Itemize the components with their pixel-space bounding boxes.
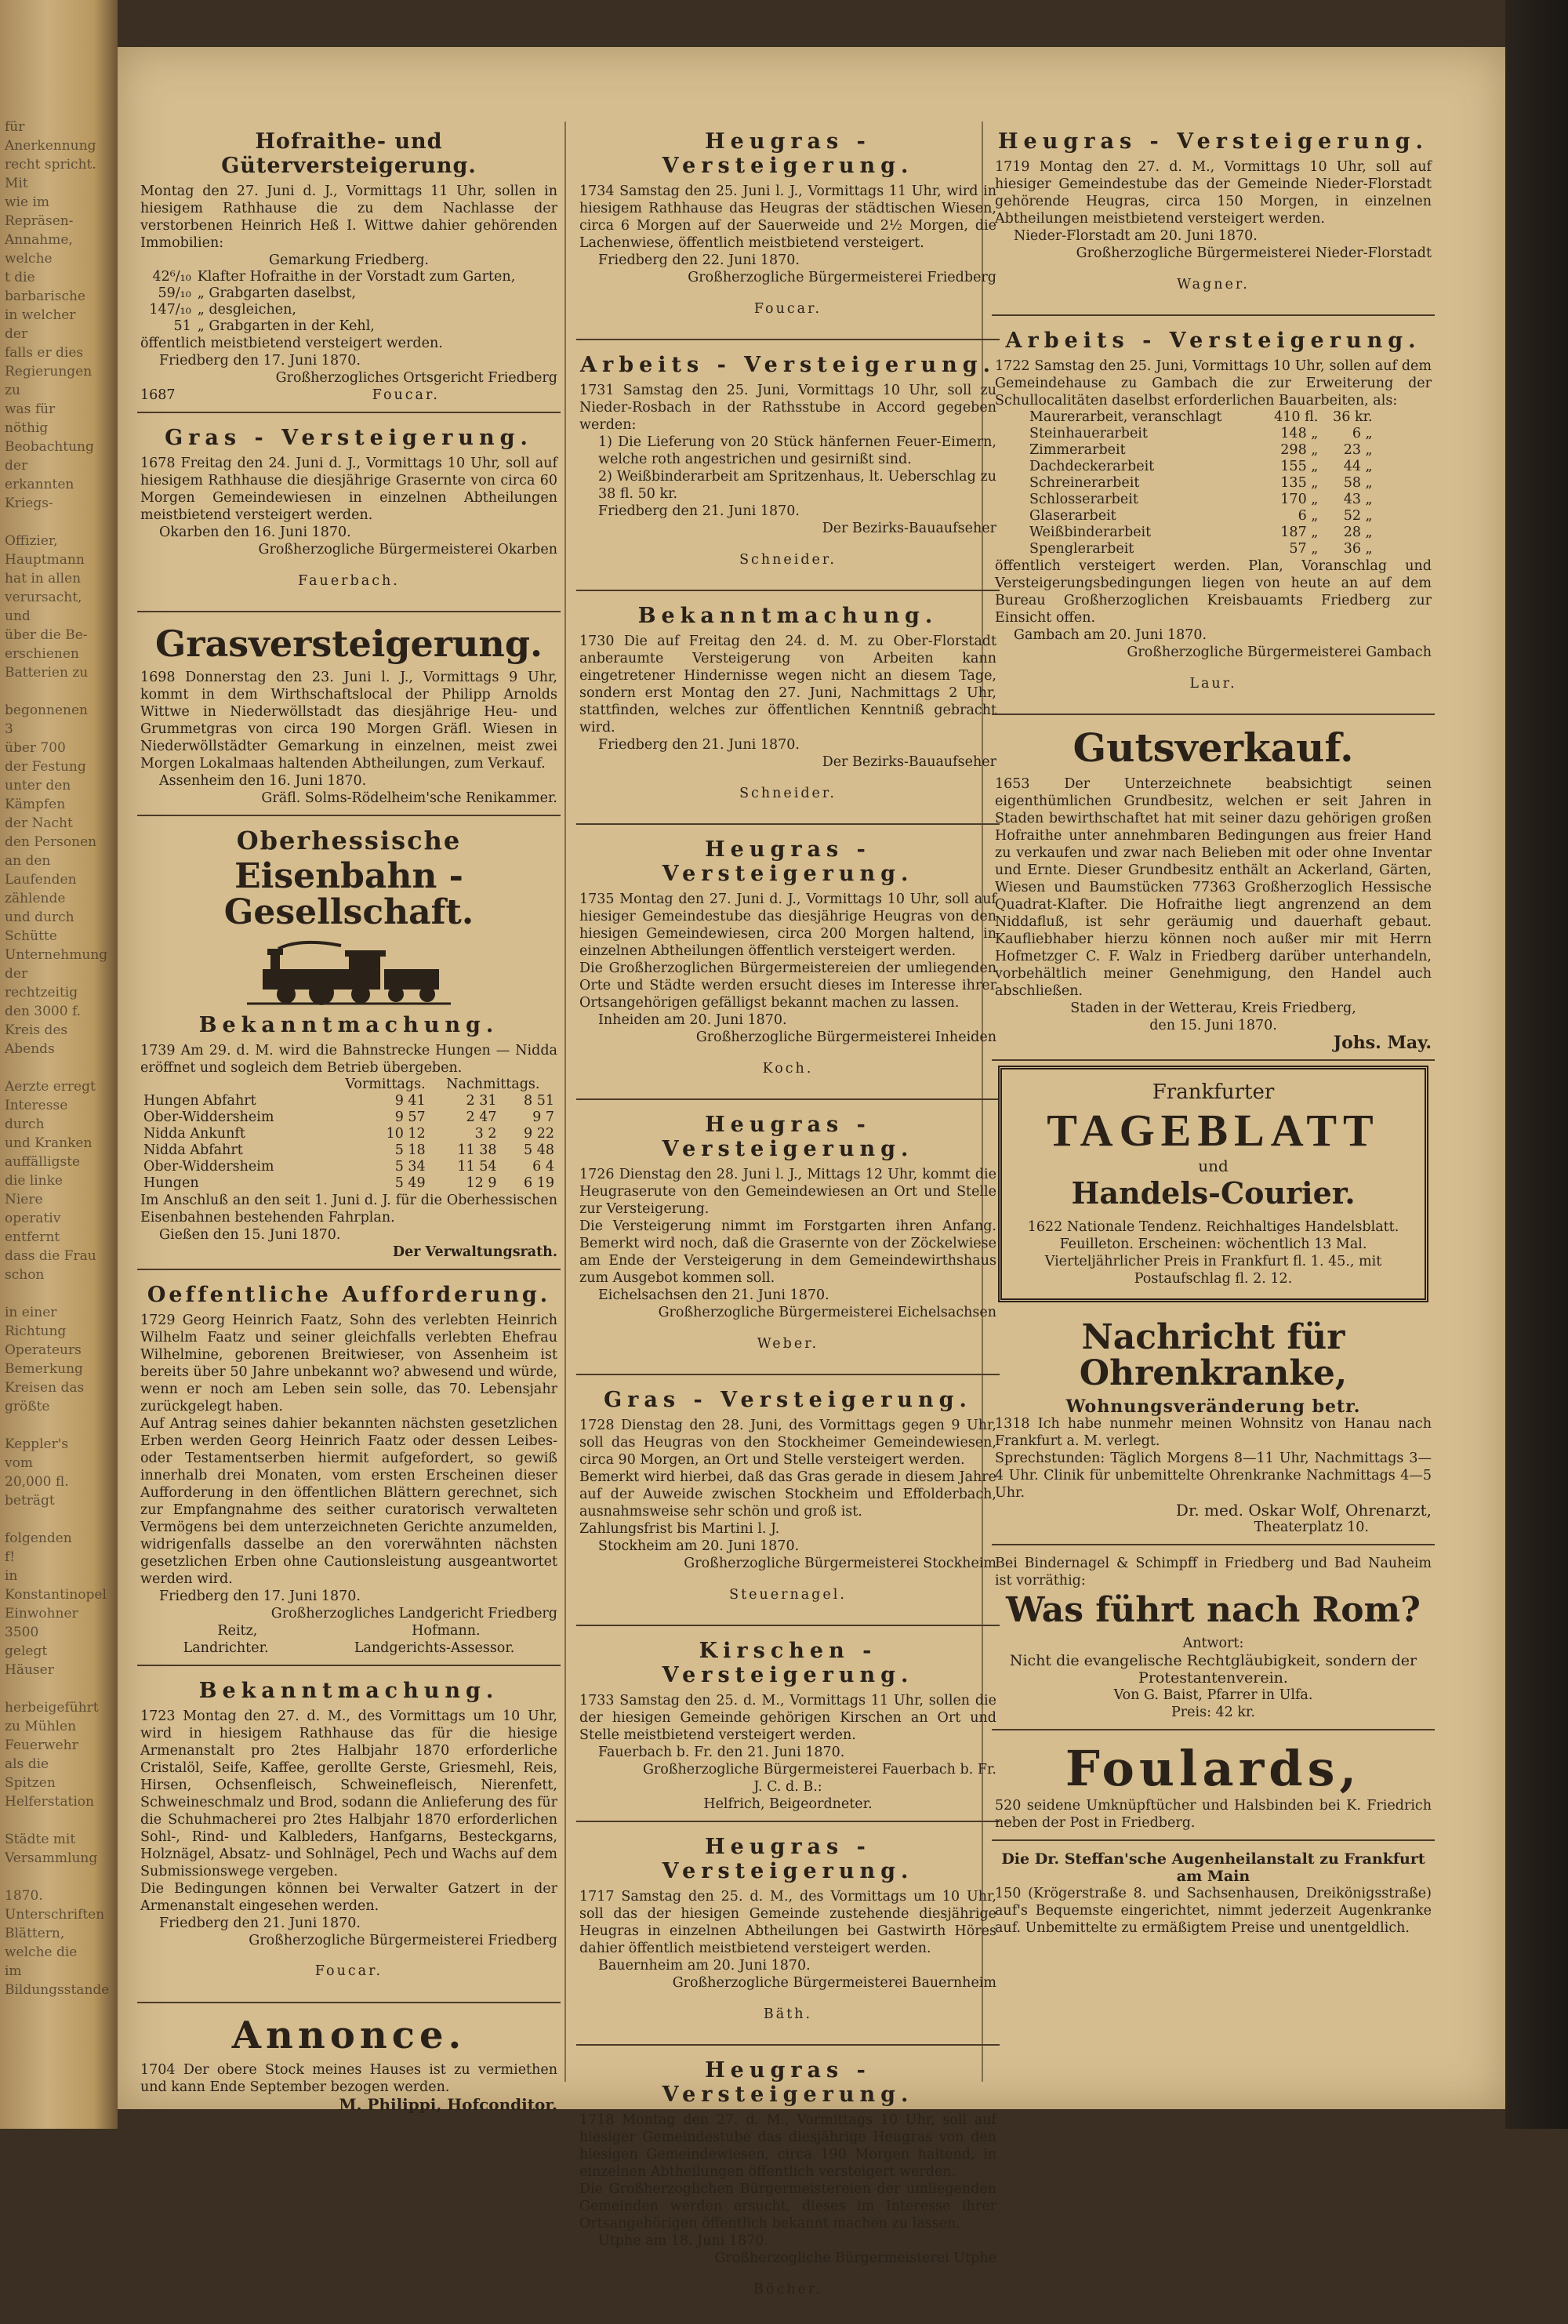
ad-body: Montag den 27. Juni d. J., Vormittags 11 Uhr, sollen in hiesigem Rathhause die zu dem Nachlasse der verstorbenen Heinrich Heß I. Wittwe dahier gehörenden Immobilien: [140, 183, 557, 251]
ad-note: öffentlich versteigert werden. Plan, Voranschlag und Versteigerungsbedingungen liegen von heute an auf dem Bureau Großherzoglichen Kreisbauamts Friedberg zur Einsicht offen. [995, 558, 1432, 626]
table-row: Schlosserarbeit 170 „ 43 „ [1029, 492, 1373, 507]
ad-signer: Foucar. [372, 387, 440, 403]
ad-intro: Bei Bindernagel & Schimpff in Friedberg und Bad Nauheim ist vorräthig: [995, 1555, 1432, 1589]
table-row: Ober-Widdersheim 5 34 11 54 6 4 [143, 1158, 554, 1175]
ad-authority: Großherzogliche Bürgermeisterei Inheiden [695, 1029, 996, 1045]
ad-heading: Kirschen - Versteigerung. [662, 1639, 914, 1687]
ad-authority: Gräfl. Solms-Rödelheim'sche Renikammer. [261, 790, 557, 807]
ad-signer: Dr. med. Oskar Wolf, Ohrenarzt, [1175, 1500, 1432, 1520]
ad-authority: Großherzogliche Bürgermeisterei Utphe [714, 2250, 996, 2266]
ad-signer: Foucar. [753, 300, 822, 317]
ad-place-date: Inheiden am 20. Juni 1870. [598, 1012, 787, 1028]
ad-signer: Bäth. [763, 2006, 813, 2022]
table-row: 59/₁₀ „ Grabgarten daselbst, [158, 285, 356, 301]
ad-heading: Arbeits - Versteigerung. [1005, 329, 1421, 353]
ad-heading: Die Dr. Steffan'sche Augenheilanstalt zu Frankfurt am Main [1001, 1850, 1425, 1886]
ad-place-date: Nieder-Florstadt am 20. Juni 1870. [1014, 228, 1258, 244]
ad-place-date: Gießen den 15. Juni 1870. [159, 1226, 341, 1243]
ad-authority: Großherzogliche Bürgermeisterei Gambach [1127, 645, 1432, 660]
ad-place: Staden in der Wetterau, Kreis Friedberg, [1070, 1000, 1356, 1016]
ad-heading: Gras - Versteigerung. [604, 1388, 972, 1412]
cost-table [1026, 409, 1376, 557]
ad-signer: Fauerbach. [298, 572, 400, 589]
ad-place-date: Assenheim den 16. Juni 1870. [159, 773, 367, 790]
ad-frankfurter-tageblatt [998, 1066, 1428, 1302]
ad-place-date: Friedberg den 21. Juni 1870. [598, 503, 800, 519]
ad-subtitle: Handels-Courier. [1071, 1175, 1356, 1211]
signer-title: Landrichter. [183, 1640, 269, 1656]
ad-place-date: Gambach am 20. Juni 1870. [1014, 627, 1207, 643]
ad-body: 1678 Freitag den 24. Juni d. J., Vormittags 10 Uhr, soll auf hiesigem Rathhause die diesjährige Grasernte von circa 60 Morgen Gemeindewiesen in einzelnen Abtheilungen meistbietend versteigert werden. [140, 456, 557, 523]
ad-place-date: Okarben den 16. Juni 1870. [159, 525, 351, 540]
parcel-table [140, 269, 557, 335]
table-row: Glaserarbeit 6 „ 52 „ [1029, 508, 1373, 524]
ad-body: 1622 Nationale Tendenz. Reichhaltiges Handelsblatt. Feuilleton. Erscheinen: wöchentlich 13 Mal. Vierteljährlicher Preis in Frankfurt fl. 1. 45., mit Postaufschlag fl. 2. 12. [1027, 1218, 1399, 1287]
ad-place-date: Friedberg den 17. Juni 1870. [159, 353, 361, 369]
ad-antwort: Antwort: [1182, 1636, 1244, 1652]
ad-sub: J. C. d. B.: [753, 1779, 822, 1795]
ad-authority: Großherzogliche Bürgermeisterei Nieder-Florstadt [1076, 245, 1432, 261]
ad-gras-stockheim [576, 1380, 1000, 1626]
ad-signer: M. Philippi, Hofconditor. [339, 2095, 557, 2115]
ad-body: 1719 Montag den 27. d. M., Vormittags 10 Uhr, soll auf hiesiger Gemeindestube das der Gemeinde Nieder-Florstadt gehörende Heugras, circa 150 Morgen, in einzelnen Abtheilungen meistbietend versteigert werden. [995, 159, 1432, 227]
table-row: Dachdeckerarbeit 155 „ 44 „ [1029, 459, 1373, 474]
table-row: Maurerarbeit, veranschlagt 410 fl. 36 kr. [1029, 409, 1373, 425]
table-row: Weißbinderarbeit 187 „ 28 „ [1029, 525, 1373, 540]
ad-place-date: Bauernheim am 20. Juni 1870. [598, 1958, 811, 1974]
ad-signer: Schneider. [739, 551, 837, 568]
ad-body: 1733 Samstag den 25. d. M., Vormittags 11 Uhr, sollen die der hiesigen Gemeinde gehörigen Kirschen an Ort und Stelle meistbietend versteigert werden. [579, 1693, 996, 1743]
timetable [140, 1077, 557, 1192]
ad-body: 1734 Samstag den 25. Juni l. J., Vormittags 11 Uhr, wird in hiesigem Rathhause das Heugras der städtischen Wiesen, circa 6 Morgen auf der Sauerweide und 2½ Morgen, die Lachenwiese, öffentlich meistbietend versteigert. [579, 183, 996, 251]
ad-body: 1318 Ich habe nunmehr meinen Wohnsitz von Hanau nach Frankfurt a. M. verlegt. Sprechstunden: Täglich Morgens 8—11 Uhr, Nachmittags 3—4 Uhr. Clinik für unbemittelte Ohrenkranke Nachmittags 4—5 Uhr. [995, 1415, 1432, 1501]
ad-body: 1735 Montag den 27. Juni d. J., Vormittags 10 Uhr, soll auf hiesiger Gemeindestube das diesjährige Heugras von den hiesigen Gemeindewiesen, circa 200 Morgen haltend, in einzelnen Abtheilungen öffentlich versteigert werden. Die Großherzoglichen Bürgermeistereien der umliegenden Orte und Städte werden ersucht dieses im Interesse ihrer Ortsangehörigen gefälligst bekannt machen zu lassen. [579, 891, 996, 1011]
ad-authority: Großherzogliche Bürgermeisterei Friedberg [688, 270, 996, 285]
ad-body: 1739 Am 29. d. M. wird die Bahnstrecke Hungen — Nidda eröffnet und sogleich dem Betrieb übergeben. [140, 1042, 557, 1076]
signer-name: Reitz, [217, 1622, 258, 1639]
ad-title: TAGEBLATT [1047, 1104, 1380, 1156]
locomotive-illustration [247, 938, 451, 1008]
ad-bekanntmachung-armenanstalt [137, 1671, 561, 2003]
ad-authority: Großherzogliche Bürgermeisterei Bauernheim [672, 1975, 996, 1991]
ad-heading: Was führt nach Rom? [1006, 1589, 1421, 1630]
column-2 [576, 122, 1000, 2324]
table-row: Zimmerarbeit 298 „ 23 „ [1029, 442, 1373, 458]
table-row: 51 „ Grabgarten in der Kehl, [173, 318, 375, 334]
ad-heugras-nieder-florstadt [992, 122, 1435, 316]
ad-authority: Großherzogliche Bürgermeisterei Eichelsachsen [658, 1305, 996, 1320]
column-rule [564, 122, 566, 2082]
table-row: Spenglerarbeit 57 „ 36 „ [1029, 541, 1373, 557]
ad-body: 1653 Der Unterzeichnete beabsichtigt seinen eigenthümlichen Grundbesitz, welchen er seit Jahren in Staden bewirthschaftet hat mit seiner dazu gehörigen großen Hofraithe unter annehmbaren Bedingungen aus freier Hand zu verkaufen und zwar nach Belieben mit oder ohne Inventar und Ernte. Dieser Grundbesitz enthält an Ackerland, Gärten, Wiesen und Baumstücken 77363 Großherzoglich Hessische Quadrat-Klafter. Die Hofraithe liegt angrenzend an dem Niddafluß, ist sehr geräumig und dauerhaft gebaut. Kaufliebhaber hierzu können noch außer mir mit Herrn Hofmetzger C. F. Walz in Friedberg darüber unterhandeln, vorbehältlich meiner Genehmigung, den Handel auch abschließen. [995, 775, 1432, 999]
ad-place-date: Friedberg den 21. Juni 1870. [159, 1915, 361, 1931]
ad-signer: Steuernagel. [729, 1586, 847, 1603]
ad-heading: Heugras - Versteigerung. [662, 837, 914, 886]
ad-signer: Laur. [1189, 675, 1237, 692]
ad-heading: Gutsverkauf. [1073, 724, 1354, 771]
ad-item: 2) Weißbinderarbeit am Spritzenhaus, lt. Ueberschlag zu 38 fl. 50 kr. [598, 469, 996, 502]
ad-heading: Nachricht für Ohrenkranke, [1079, 1316, 1348, 1393]
ad-authority: Großherzogliches Landgericht Friedberg [270, 1605, 557, 1621]
table-row: Schreinerarbeit 135 „ 58 „ [1029, 475, 1373, 491]
ad-gras-versteigerung [137, 418, 561, 612]
ad-kirschen-versteigerung [576, 1631, 1000, 1822]
ad-oeffentliche-aufforderung [137, 1275, 561, 1666]
table-row: 147/₁₀ „ desgleichen, [149, 302, 296, 318]
ad-body: 1717 Samstag den 25. d. M., des Vormittags um 10 Uhr, soll das der hiesigen Gemeinde zustehende diesjährige Heugras in einzelnen Abtheilungen bei Gastwirth Höres dahier öffentlich meistbietend versteigert werden. [579, 1889, 996, 1956]
ad-arbeits-versteigerung [576, 345, 1000, 591]
ad-body: 1728 Dienstag den 28. Juni, des Vormittags gegen 9 Uhr, soll das Heugras von den Stockheimer Gemeindewiesen, circa 90 Morgen, an Ort und Stelle versteigert werden. Bemerkt wird hierbei, daß das Gras gerade in diesem Jahre auf der Auweide zwischen Stockheim und Effolderbach, ausnahmsweise sehr schön und groß ist. Zahlungsfrist bis Martini l. J. [579, 1418, 996, 1537]
ad-place-date: Utphe am 18. Juni 1870. [598, 2233, 768, 2249]
ad-body: 520 seidene Umknüpftücher und Halsbinden bei K. Friedrich neben der Post in Friedberg. [995, 1798, 1432, 1832]
ad-heading: Bekanntmachung. [198, 1678, 499, 1703]
table-row: Steinhauerarbeit 148 „ 6 „ [1029, 426, 1373, 441]
ad-date: den 15. Juni 1870. [1149, 1017, 1277, 1033]
ad-body: 1704 Der obere Stock meines Hauses ist zu vermiethen und kann Ende September bezogen werden. [140, 2062, 557, 2096]
ad-was-fuehrt-nach-rom [992, 1550, 1435, 1730]
ad-body: 1723 Montag den 27. d. M., des Vormittags um 10 Uhr, wird in hiesigem Rathhause das für die hiesige Armenanstalt pro 2tes Halbjahr 1870 erforderliche Cristalöl, Seife, Kaffee, gerollte Gerste, Griesmehl, Reis, Hirsen, Ochsenfleisch, Schweinefleisch, Nierenfett, Schweineschmalz und Brod, sodann die Anlieferung des für die Schuhmacherei pro 2tes Halbjahr 1870 erforderlichen Sohl-, Rind- und Kalbleders, Hanfgarns, Besteckgarns, Holznägel, Absatz- und Sohlnägel, Pech und Wachs auf dem Submissionswege vergeben. Die Bedingungen können bei Verwalter Gatzert in der Armenanstalt eingesehen werden. [140, 1708, 557, 1914]
ad-number: 1687 [140, 387, 176, 403]
ad-signer: Böcher. [753, 2281, 822, 2297]
ad-authority: Großherzogliche Bürgermeisterei Friedberg [249, 1932, 557, 1948]
ad-heading: Bekanntmachung. [198, 1012, 499, 1037]
ad-address: Theaterplatz 10. [1254, 1519, 1369, 1535]
ad-heading: Heugras - Versteigerung. [998, 129, 1428, 154]
newspaper-page [118, 47, 1505, 2297]
ad-eisenbahn [137, 821, 561, 1269]
ad-heading: Arbeits - Versteigerung. [580, 353, 996, 377]
ad-heugras-utphe [576, 2050, 1000, 2319]
ad-body: 1729 Georg Heinrich Faatz, Sohn des verlebten Heinrich Wilhelm Faatz und seiner gleichfalls verlebten Ehefrau Wilhelmine, geborenen Breitwieser, von Assenheim ist bereits über 50 Jahre unbekannt wo? abwesend und würde, wenn er noch am Leben sein solle, das 70. Lebensjahr zurückgelegt haben. Auf Antrag seines dahier bekannten nächsten gesetzlichen Erben werden Georg Heinrich Faatz oder dessen Leibes- oder Testamentserben hiermit aufgefordert, so gewiß innerhalb drei Monaten, vom ersten Erscheinen dieser Aufforderung in den öffentlichen Blättern gerechnet, sich zur Empfangnahme des seither curatorisch verwalteten Vermögens bei dem unterzeichneten Gerichte anzumelden, widrigenfalls dasselbe an den vorerwähnten nächsten gesetzlichen Erben ohne Cautionsleistung ausgeantwortet werden wird. [140, 1312, 557, 1587]
signer-title: Landgerichts-Assessor. [354, 1640, 515, 1656]
ad-item: 1) Die Lieferung von 20 Stück hänfernen Feuer-Eimern, welche roth angestrichen und gesirnißt sind. [598, 434, 996, 467]
ad-place-date: Eichelsachsen den 21. Juni 1870. [598, 1287, 829, 1303]
ad-signer: Koch. [762, 1060, 814, 1077]
ad-answer: Nicht die evangelische Rechtgläubigkeit, sondern der Protestantenverein. [1009, 1652, 1417, 1687]
ad-authority: Großherzogliche Bürgermeisterei Fauerbach b. Fr. [642, 1762, 996, 1777]
ad-authority: Der Bezirks-Bauaufseher [822, 521, 996, 536]
ad-heading: Heugras - Versteigerung. [662, 129, 914, 178]
ad-heugras-friedberg [576, 122, 1000, 340]
ad-sub: Wohnungsveränderung betr. [1065, 1396, 1361, 1417]
ad-signer: Foucar. [314, 1963, 383, 1980]
table-row: Nidda Abfahrt 5 18 11 38 5 48 [143, 1142, 554, 1158]
adjacent-page-text: für Anerkennung recht spricht. Mit wie im Repräsen- Annahme, welche t die barbarische in welcher der falls er dies Regierungen zu was für nöthig Beobachtung der erkannten Kriegs- Offizier, Hauptmann hat in allen verursacht, und über die Be- erschienen Batterien zu begonnenen 3 über 700 der Festung unter den Kämpfen der Nacht den Personen an den Laufenden zählende und durch Schütte Unternehmung der rechtzeitig den 3000 f. Kreis des Abends Aerzte erregt Interesse durch und Kranken auffälligste die linke Niere operativ entfernt dass die Frau schon in einer Richtung Operateurs Bemerkung Kreisen das größte Keppler's vom 20,000 fl. beträgt folgenden f! in Konstantinopel Einwohner 3500 gelegt Häuser herbeigeführt zu Mühlen Feuerwehr als die Spitzen Helferstation Städte mit Versammlung 1870. Unterschriften Blättern, welche die im Bildungsstande [5, 119, 110, 1998]
ad-heading: Foulards, [1065, 1740, 1362, 1798]
table-row: Hungen 5 49 12 9 6 19 [143, 1175, 554, 1191]
ad-signer: Wagner. [1177, 276, 1250, 292]
ad-heugras-bauernheim [576, 1827, 1000, 2046]
ad-line: Frankfurter [1152, 1080, 1275, 1104]
ad-note: Im Anschluß an den seit 1. Juni d. J. für die Oberhessischen Eisenbahnen bestehenden Fahrplan. [140, 1192, 557, 1226]
ad-authority: Großherzogliche Bürgermeisterei Stockheim [684, 1556, 996, 1571]
book-spine-edge [1505, 0, 1568, 2129]
column-3 [992, 122, 1435, 1949]
ad-body: 1726 Dienstag den 28. Juni l. J., Mittags 12 Uhr, kommt die Heugraserute von den Gemeindewiesen an Ort und Stelle zur Versteigerung. Die Versteigerung nimmt im Forstgarten ihren Anfang. Bemerkt wird noch, daß die Grasernte von der Zöckelwiese am Ende der Versteigerung in dem Gemeindewirthshaus zum Ausgebot kommen soll. [579, 1167, 996, 1286]
ad-heading: Hofraithe- und Güterversteigerung. [221, 129, 477, 178]
ad-heading: Oeffentliche Aufforderung. [147, 1282, 551, 1307]
ad-signer: Johs. May. [1333, 1032, 1432, 1053]
ad-foulards [992, 1735, 1435, 1841]
ad-place-date: Friedberg den 22. Juni 1870. [598, 252, 800, 268]
ad-body: 1722 Samstag den 25. Juni, Vormittags 10 Uhr, sollen auf dem Gemeindehause zu Gambach die zur Erweiterung der Schullocalitäten daselbst erforderlichen Bauarbeiten, als: [995, 358, 1432, 409]
ad-authority: Der Bezirks-Bauaufseher [822, 754, 996, 770]
ad-signer: Schneider. [739, 785, 837, 801]
signer-name: Hofmann. [412, 1622, 481, 1639]
ad-place-date: Friedberg den 17. Juni 1870. [159, 1588, 361, 1604]
ad-authority: Großherzogliche Bürgermeisterei Okarben [258, 542, 557, 557]
ad-close: öffentlich meistbietend versteigert werden. [140, 336, 443, 351]
ad-augenheilanstalt [992, 1846, 1435, 1945]
ad-gemarkung: Gemarkung Friedberg. [269, 252, 429, 268]
ad-heading: Heugras - Versteigerung. [662, 1113, 914, 1161]
ad-body: 1731 Samstag den 25. Juni, Vormittags 10 Uhr, soll zu Nieder-Rosbach in der Rathsstube in Accord gegeben werden: [579, 383, 996, 433]
ad-bekanntmachung-ober-florstadt [576, 596, 1000, 825]
table-row: 42⁶/₁₀ Klafter Hofraithe in der Vorstadt zum Garten, [152, 269, 516, 285]
ad-line: und [1198, 1156, 1229, 1175]
table-row: Hungen Abfahrt 9 41 2 31 8 51 [143, 1092, 554, 1109]
column-1 [137, 122, 561, 2126]
ad-signer: Der Verwaltungsrath. [392, 1244, 557, 1260]
ad-authority: Großherzogliches Ortsgericht Friedberg [275, 370, 557, 386]
table-header: Vormittags. Nachmittags. [345, 1076, 540, 1092]
ad-heading: Annonce. [231, 2013, 466, 2057]
ad-gutsverkauf [992, 720, 1435, 1061]
ad-heugras-eichelsachsen [576, 1105, 1000, 1375]
ad-signer: Weber. [757, 1335, 819, 1352]
ad-price: Preis: 42 kr. [1171, 1705, 1255, 1721]
ad-body: 1730 Die auf Freitag den 24. d. M. zu Ober-Florstadt anberaumte Versteigerung von Arbeiten kann eingetretener Hindernisse wegen nicht an diesem Tage, sondern erst Montag den 27. Juni, Nachmittags 2 Uhr, stattfinden, welches zur öffentlichen Kenntniß gebracht wird. [579, 634, 996, 735]
table-row: Ober-Widdersheim 9 57 2 47 9 7 [143, 1109, 554, 1125]
ad-place-date: Fauerbach b. Fr. den 21. Juni 1870. [598, 1745, 845, 1760]
ad-grasversteigerung [137, 617, 561, 816]
ad-body: 150 (Krögerstraße 8. und Sachsenhausen, Dreikönigsstraße) auf's Bequemste eingerichtet, nimmt jederzeit Augenkranke auf. Unbemittelte zu ermäßigtem Preise und unentgeldlich. [995, 1886, 1432, 1937]
ad-title: Eisenbahn - Gesellschaft. [223, 856, 474, 933]
ad-arbeits-gambach [992, 321, 1435, 715]
ad-title: Oberhessische [236, 826, 462, 856]
ad-heading: Bekanntmachung. [637, 604, 938, 628]
ad-ohrenkranke [992, 1312, 1435, 1545]
ad-place-date: Friedberg den 21. Juni 1870. [598, 737, 800, 753]
ad-signer: Helfrich, Beigeordneter. [703, 1796, 873, 1812]
ad-body: 1718 Montag den 27. d. M., Vormittags 10 Uhr, soll auf hiesiger Gemeindestube das diesjährige Heugras von den hiesigen Gemeindewiesen, circa 190 Morgen haltend, in einzelnen Abtheilungen öffentlich versteigert werden. Die Großherzoglichen Bürgermeistereien der umliegenden Gemeinden werden ersucht, dieses im Interesse ihrer Ortsangehörigen öffentlich bekannt machen zu lassen. [579, 2112, 996, 2231]
ad-hofraithe-versteigerung [137, 122, 561, 413]
ad-heugras-inheiden [576, 830, 1000, 1100]
ad-heading: Gras - Versteigerung. [165, 426, 533, 450]
ad-author: Von G. Baist, Pfarrer in Ulfa. [1113, 1687, 1313, 1704]
adjacent-page-strip [0, 0, 118, 2129]
ad-annonce [137, 2008, 561, 2121]
ad-heading: Grasversteigerung. [154, 623, 543, 665]
ad-body: 1698 Donnerstag den 23. Juni l. J., Vormittags 9 Uhr, kommt in dem Wirthschaftslocal der Philipp Arnolds Wittwe in Niederwöllstadt das diesjährige Heu- und Grummetgras von circa 190 Morgen Gräfl. Wiesen in Niederwöllstädter Gemarkung in einzelnen, meist zwei Morgen Lokalmaas haltenden Abtheilungen, zum Verkauf. [140, 670, 557, 772]
ad-place-date: Stockheim am 20. Juni 1870. [598, 1538, 800, 1554]
ad-heading: Heugras - Versteigerung. [662, 2058, 914, 2107]
ad-heading: Heugras - Versteigerung. [662, 1835, 914, 1883]
table-row: Nidda Ankunft 10 12 3 2 9 22 [143, 1125, 554, 1142]
